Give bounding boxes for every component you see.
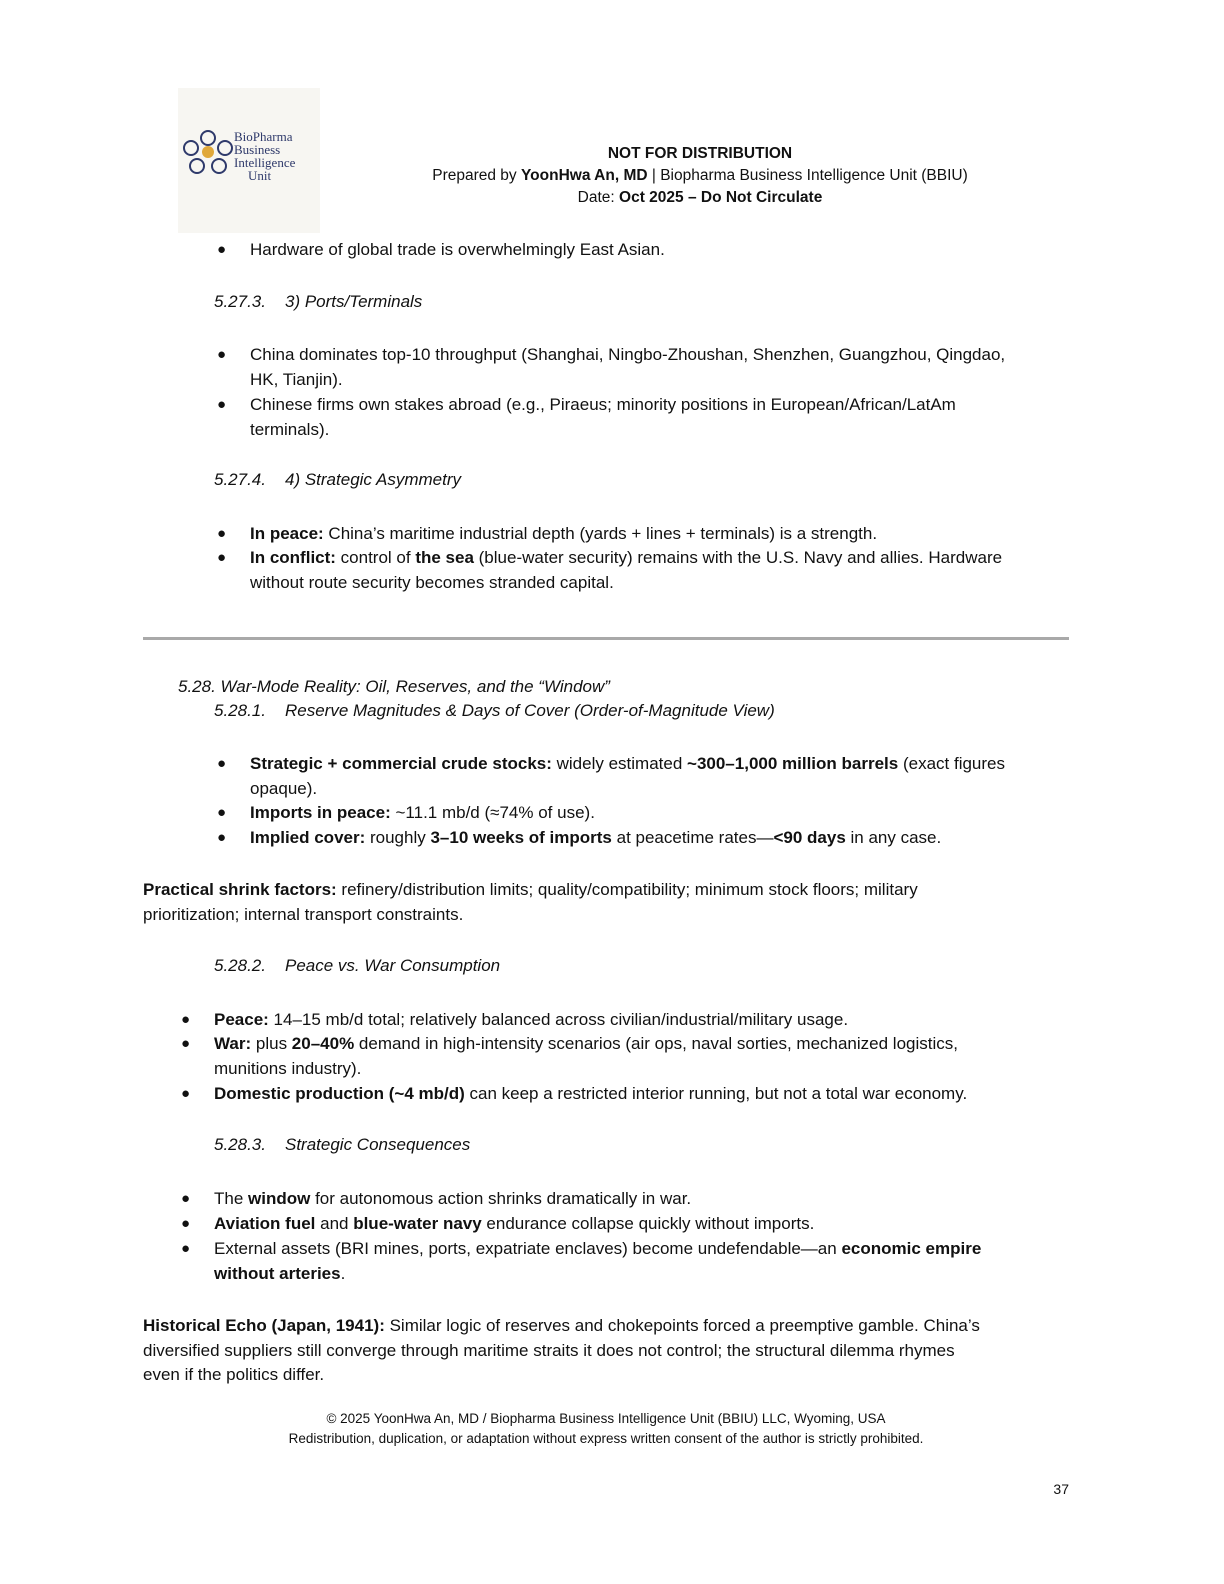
section-heading-5-28-1: 5.28.1. Reserve Magnitudes & Days of Cover (Order-of-Magnitude View) — [214, 701, 775, 720]
logo-wordmark: BioPharma Business Intelligence Unit — [234, 129, 296, 183]
list-item: ● Hardware of global trade is overwhelmingly East Asian. — [217, 240, 665, 259]
section-heading-5-28-2: 5.28.2. Peace vs. War Consumption — [214, 956, 501, 975]
list-item: ● Implied cover: roughly 3–10 weeks of imports at peacetime rates—<90 days in any case. — [217, 828, 942, 847]
page-header — [320, 143, 1080, 209]
list-item: ● Peace: 14–15 mb/d total; relatively balanced across civilian/industrial/military usage. — [181, 1010, 849, 1029]
list-item: ● Aviation fuel and blue-water navy endurance collapse quickly without imports. — [181, 1214, 815, 1233]
redistribution-notice: Redistribution, duplication, or adaptation without express written consent of the author is strictly prohibited. — [288, 1431, 924, 1446]
list-item: ● In peace: China’s maritime industrial depth (yards + lines + terminals) is a strength. — [217, 524, 878, 543]
list-item: ● Imports in peace: ~11.1 mb/d (≈74% of use). — [217, 803, 595, 822]
list-item: ● In conflict: control of the sea (blue-water security) remains with the U.S. Navy and allies. Hardware without route security becomes stranded capital. — [217, 548, 1003, 592]
section-heading-5-27-4: 5.27.4. 4) Strategic Asymmetry — [214, 470, 462, 489]
copyright-line: © 2025 YoonHwa An, MD / Biopharma Business Intelligence Unit (BBIU) LLC, Wyoming, USA — [326, 1411, 886, 1426]
list-item: ● Chinese firms own stakes abroad (e.g., Piraeus; minority positions in European/African/LatAm terminals). — [217, 395, 956, 439]
section-divider — [143, 637, 1069, 640]
distribution-notice: NOT FOR DISTRIBUTION — [607, 145, 793, 162]
list-item: ● The window for autonomous action shrinks dramatically in war. — [181, 1189, 692, 1208]
section-heading-5-27-3: 5.27.3. 3) Ports/Terminals — [214, 292, 423, 311]
date-line: Date: Oct 2025 – Do Not Circulate — [577, 189, 823, 206]
section-heading-5-28: 5.28. War-Mode Reality: Oil, Reserves, and the “Window” — [178, 677, 610, 696]
section-heading-5-28-3: 5.28.3. Strategic Consequences — [214, 1135, 471, 1154]
list-item: ● Domestic production (~4 mb/d) can keep a restricted interior running, but not a total war economy. — [181, 1084, 968, 1103]
list-item: ● External assets (BRI mines, ports, expatriate enclaves) become undefendable—an economic empire without arteries. — [181, 1239, 982, 1283]
prepared-by-line: Prepared by YoonHwa An, MD | Biopharma Business Intelligence Unit (BBIU) — [432, 167, 968, 184]
shrink-factors-paragraph: Practical shrink factors: refinery/distribution limits; quality/compatibility; minimum stock floors; military prioritization; internal transport constraints. — [143, 880, 918, 924]
historical-echo-paragraph: Historical Echo (Japan, 1941): Similar logic of reserves and chokepoints forced a preemptive gamble. China’s diversified suppliers still converge through maritime straits it does not control; the structural dilemma rhymes even if the politics differ. — [143, 1316, 980, 1384]
bbiu-logo — [178, 88, 320, 233]
page-footer — [150, 1409, 1062, 1449]
page-number: 37 — [1053, 1481, 1069, 1497]
logo-ring-icon — [182, 130, 234, 176]
list-item: ● China dominates top-10 throughput (Shanghai, Ningbo-Zhoushan, Shenzhen, Guangzhou, Qingdao, HK, Tianjin). — [217, 345, 1006, 389]
list-item: ● Strategic + commercial crude stocks: widely estimated ~300–1,000 million barrels (exact figures opaque). — [217, 754, 1005, 798]
list-item: ● War: plus 20–40% demand in high-intensity scenarios (air ops, naval sorties, mechanized logistics, munitions industry). — [181, 1034, 958, 1078]
